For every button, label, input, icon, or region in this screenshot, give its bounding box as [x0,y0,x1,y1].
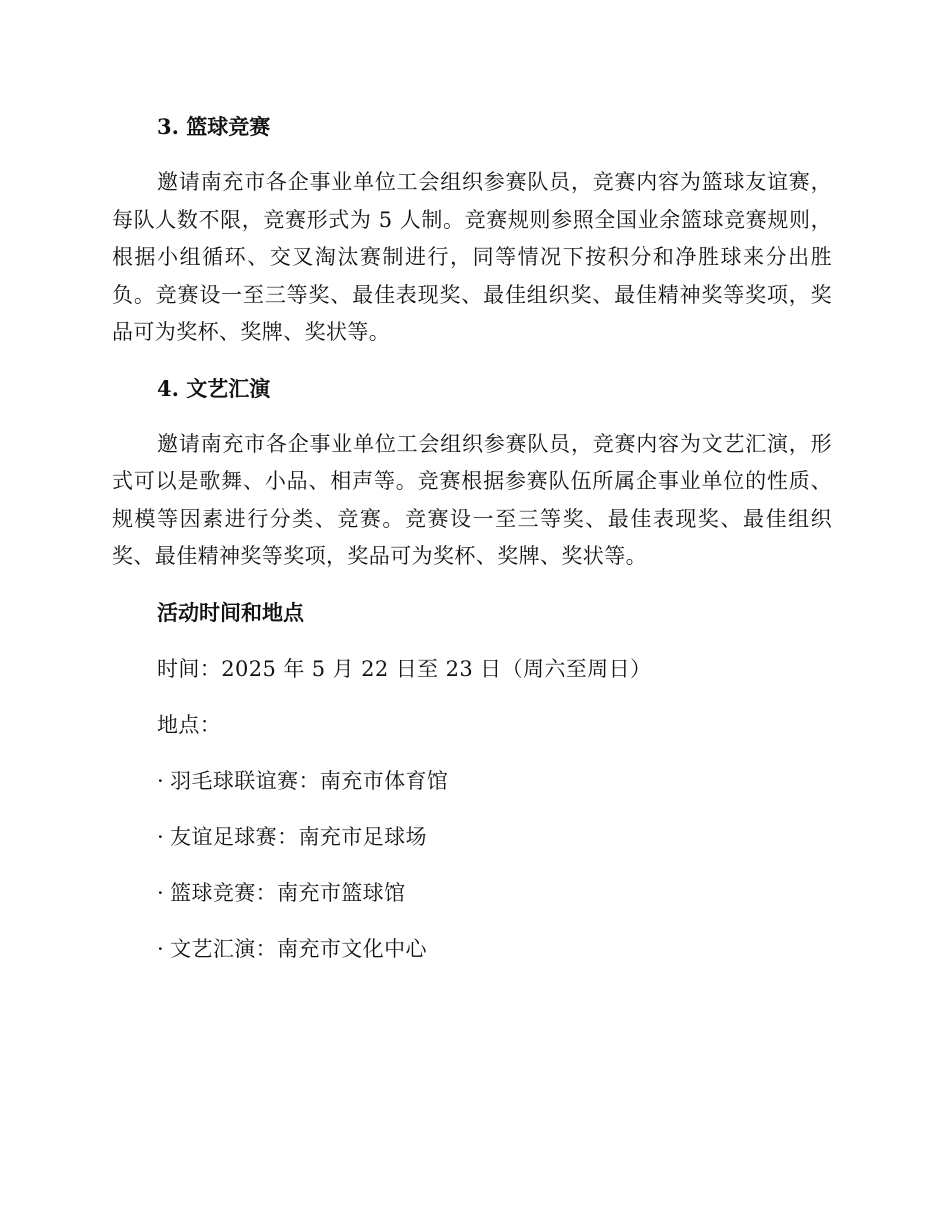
schedule-time: 时间：2025 年 5 月 22 日至 23 日（周六至周日） [157,656,652,681]
venue-list-item [157,874,832,912]
section-paragraph-basketball: 邀请南充市各企事业单位工会组织参赛队员，竞赛内容为篮球友谊赛，每队人数不限，竞赛形式为 5 人制。竞赛规则参照全国业余篮球竞赛规则，根据小组循环、交叉淘汰赛制进行，同等情况下按积分和净胜球来分出胜负。竞赛设一至三等奖、最佳表现奖、最佳组织奖、最佳精神奖等奖项，奖品可为奖杯、奖牌、奖状等。 [112,170,832,344]
bullet-icon: · [157,768,165,793]
venue-list-item [157,762,832,800]
schedule-heading: 活动时间和地点 [157,599,304,625]
venue-text: 羽毛球联谊赛：南充市体育馆 [170,768,449,793]
section-heading-basketball: 3. 篮球竞赛 [157,114,271,139]
venue-list-item [157,930,832,968]
document-content [112,108,832,986]
section-paragraph-performance: 邀请南充市各企事业单位工会组织参赛队员，竞赛内容为文艺汇演，形式可以是歌舞、小品、相声等。竞赛根据参赛队伍所属企事业单位的性质、规模等因素进行分类、竞赛。竞赛设一至三等奖、最佳表现奖、最佳组织奖、最佳精神奖等奖项，奖品可为奖杯、奖牌、奖状等。 [112,431,832,568]
schedule-place-label: 地点： [157,712,222,737]
venue-text: 友谊足球赛：南充市足球场 [170,824,427,849]
bullet-icon: · [157,880,165,905]
venue-text: 篮球竞赛：南充市篮球馆 [170,880,406,905]
section-heading-performance: 4. 文艺汇演 [157,375,271,401]
venue-list-item [157,818,832,856]
bullet-icon: · [157,824,165,849]
venue-text: 文艺汇演：南充市文化中心 [170,936,427,961]
bullet-icon: · [157,936,165,961]
